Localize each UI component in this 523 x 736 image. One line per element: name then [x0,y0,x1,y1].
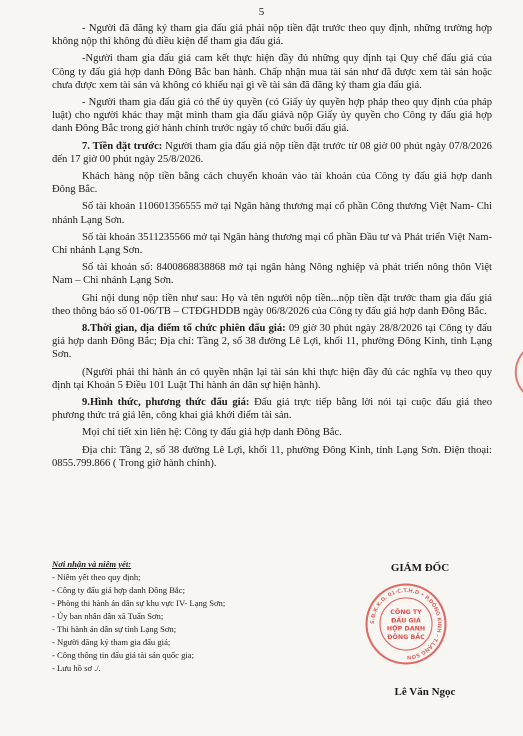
recipient-item: - Công ty đấu giá hợp danh Đông Bắc; [52,585,185,595]
section-8-time-place: 8.Thời gian, địa điểm tổ chức phiên đấu giá: 09 giờ 30 phút ngày 28/8/2026 tại Công ty đấu giá hợp danh Đông Bắc; Địa chỉ: Tầng 2, số 38 đường Lê Lợi, khối 11, phường Đông Kinh, tỉnh Lạng Sơn. [52,323,492,361]
section-heading: 9.Hình thức, phương thức đấu giá: [82,397,250,409]
recipient-item: - Lưu hồ sơ ./. [52,663,101,673]
seal-line: HỢP DANH [386,625,426,633]
seal-line: CÔNG TY [390,608,422,616]
bank-account: Số tài khoản số: 8400868838868 mở tại ngân hàng Nông nghiệp và phát triển nông thôn Việt Nam – Chi nhánh Lạng Sơn. [52,262,492,287]
recipient-item: - Ủy ban nhân dân xã Tuấn Sơn; [52,611,164,621]
paragraph: - Người tham gia đấu giá có thể ủy quyền (có Giấy ủy quyền hợp pháp theo quy định của pháp luật) cho người khác thay mặt mình tham gia đấu giávà nộp Giấy ủy quyền cho Công ty đấu giá hợp danh Đông Bắc trong giờ hành chính trước ngày tổ chức buổi đấu giá. [52,97,492,135]
address-line: Địa chỉ: Tầng 2, số 38 đường Lê Lợi, khối 11, phường Đông Kinh, tỉnh Lạng Sơn. Điện thoại: 0855.799.866 ( Trong giờ hành chính). [52,444,492,469]
partial-seal-mark [501,342,523,402]
company-seal [364,582,448,666]
bank-account: Số tài khoản 3511235566 mở tại Ngân hàng thương mại cổ phần Đầu tư và Phát triển Việt Nam- Chi nhánh Lạng Sơn. [52,231,492,257]
section-7-deposit: 7. Tiền đặt trước: Người tham gia đấu giá nộp tiền đặt trước từ 08 giờ 00 phút ngày 07/8/2026 đến 17 giờ 00 phút ngày 25/8/2026. [52,140,492,165]
page-number: 5 [258,6,265,18]
recipient-item: - Phòng thi hành án dân sự khu vực IV- Lạng Sơn; [52,598,226,608]
contact-line: Mọi chi tiết xin liên hệ: Công ty đấu giá hợp danh Đông Bắc. [82,427,342,439]
section-heading: 8.Thời gian, địa điểm tổ chức phiên đấu giá: [82,323,286,335]
paragraph: Khách hàng nộp tiền bằng cách chuyển khoản vào tài khoản của Công ty đấu giá hợp danh Đông Bắc. [52,171,492,196]
bank-account: Số tài khoản 110601356555 mở tại Ngân hàng thương mại cổ phần Công thương Việt Nam- Chi nhánh Lạng Sơn. [52,201,492,226]
section-9-method: 9.Hình thức, phương thức đấu giá: Đấu giá trực tiếp bằng lời nói tại cuộc đấu giá theo phương thức trả giá lên, công khai giá khởi điểm tài sản. [52,397,492,422]
recipient-item: - Công thông tin đấu giá tài sản quốc gia; [52,650,195,660]
recipient-item: - Thi hành án dân sự tỉnh Lạng Sơn; [52,624,177,634]
paragraph: Ghi nội dung nộp tiền như sau: Họ và tên người nộp tiền...nộp tiền đặt trước tham gia đấu giá theo thông báo số 01-06/TB – CTĐGHDDB ngày 06/8/2026 của Công ty đấu giá hợp danh Đông Bắc. [52,292,492,317]
seal-line: ĐÔNG BẮC [387,634,425,642]
recipients-title: Nơi nhận và niêm yết: [52,559,132,569]
document-body [52,22,492,474]
signer-name: Lê Văn Ngọc [394,686,456,698]
seal-line: ĐẤU GIÁ [391,617,421,625]
paragraph: (Người phải thi hành án có quyền nhận lại tài sản khi thực hiện đầy đủ các nghĩa vụ theo quy định tại Khoản 5 Điều 101 Luật Thi hành án dân sự hiện hành). [52,366,492,391]
paragraph: -Người tham gia đấu giá cam kết thực hiện đầy đủ những quy định tại Quy chế đấu giá của Công ty đấu giá hợp danh Đông Bắc ban hành. Chấp nhận mua tài sản như đã được xem tài sản hoặc chưa được xem tài sản và không có khiếu nại gì về tài sản đã đăng ký tham gia đấu giá. [52,53,492,91]
paragraph: - Người đã đăng ký tham gia đấu giá phải nộp tiền đặt trước theo quy định, những trường hợp không nộp thì không đủ điều kiện để tham gia đấu giá. [52,23,492,48]
recipient-item: - Người đăng ký tham gia đấu giá; [52,637,171,647]
recipients-list [52,558,292,675]
recipient-item: - Niêm yết theo quy định; [52,572,141,582]
seal-ring-text: S.Đ.K.K.D. 01-C.T.H.D • P.ĐÔNG KINH - T.LẠNG SƠN [370,588,442,660]
section-heading: 7. Tiền đặt trước: [82,140,163,152]
signature-title: GIÁM ĐỐC [390,562,450,574]
